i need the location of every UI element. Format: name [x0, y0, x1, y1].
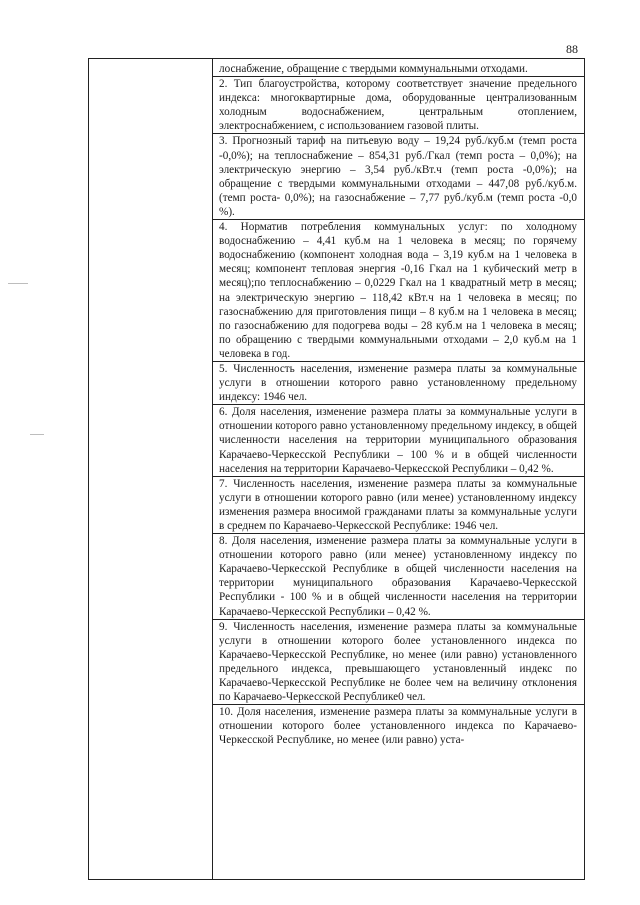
list-item: 5. Численность населения, изменение размера платы за коммунальные услуги в отношении которого равно установленному предельному индексу: 1946 чел. — [213, 361, 584, 404]
scan-artifact-2 — [30, 434, 44, 435]
table-right-column — [213, 59, 584, 879]
page-number: 88 — [566, 42, 578, 56]
list-item: 3. Прогнозный тариф на питьевую воду – 19,24 руб./куб.м (темп роста -0,0%); на теплоснабжение – 854,31 руб./Гкал (темп роста – 0,0%); на электрическую энергию – 3,54 руб./кВт.ч (темп роста -0,0%); на обращение с твердыми коммунальными отходами – 447,08 руб./куб.м. (темп роста- 0,0%); на газоснабжение – 7,77 руб./куб.м (темп роста -0,0 %). — [213, 133, 584, 219]
list-item: 7. Численность населения, изменение размера платы за коммунальные услуги в отношении которого равно (или менее) установленному индексу изменения размера вносимой гражданами платы за коммунальные услуги в среднем по Карачаево-Черкесской Республике: 1946 чел. — [213, 476, 584, 533]
list-item: 2. Тип благоустройства, которому соответствует значение предельного индекса: многоквартирные дома, оборудованные централизованным холодным водоснабжением, центральным отоплением, электроснабжением, с использованием газовой плиты. — [213, 76, 584, 133]
document-table — [88, 58, 585, 880]
list-item: 8. Доля населения, изменение размера платы за коммунальные услуги в отношении которого равно (или менее) установленному индексу по Карачаево-Черкесской Республике в общей численности населения на территории муниципального образования Карачаево-Черкесской Республики - 100 % и в общей численности населения на территории Карачаево-Черкесской Республики – 0,42 %. — [213, 533, 584, 619]
scan-artifact-1 — [8, 283, 28, 284]
list-item: 4. Норматив потребления коммунальных услуг: по холодному водоснабжению – 4,41 куб.м на 1 человека в месяц; по горячему водоснабжению (компонент холодная вода – 3,19 куб.м на 1 человека в месяц; компонент тепловая энергия -0,16 Гкал на 1 кубический метр в месяц);по теплоснабжению – 0,0229 Гкал на 1 квадратный метр в месяц; на электрическую энергию – 118,42 кВт.ч на 1 человека в месяц; по газоснабжению для приготовления пищи – 8 куб.м на 1 человека в месяц; по газоснабжению для подогрева воды – 28 куб.м на 1 человека в месяц; по обращению с твердыми коммунальными отходами – 2,0 куб.м на 1 человека в год. — [213, 219, 584, 361]
list-item: 9. Численность населения, изменение размера платы за коммунальные услуги в отношении которого более установленного индекса по Карачаево-Черкесской Республике, но менее (или равно) установленного предельного индекса, превышающего установленный индекс по Карачаево-Черкесской Республике не более чем на величину отклонения по Карачаево-Черкесской Республике0 чел. — [213, 619, 584, 705]
list-item: 6. Доля населения, изменение размера платы за коммунальные услуги в отношении которого равно установленному предельному индексу, в общей численности населения на территории муниципального образования Карачаево-Черкесской Республики – 100 % и в общей численности населения на территории Карачаево-Черкесской Республики – 0,42 %. — [213, 404, 584, 475]
table-left-column — [89, 59, 213, 879]
list-item: 10. Доля населения, изменение размера платы за коммунальные услуги в отношении которого более установленного индекса по Карачаево-Черкесской Республике, но менее (или равно) уста- — [213, 704, 584, 747]
lead-paragraph: лоснабжение, обращение с твердыми коммунальными отходами. — [219, 63, 528, 75]
